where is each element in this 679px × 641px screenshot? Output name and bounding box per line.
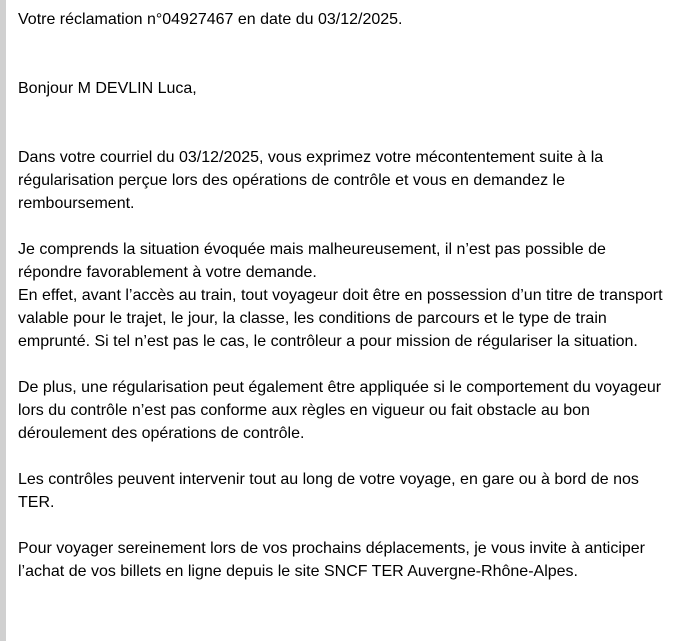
spacer bbox=[18, 215, 674, 238]
paragraph-ticket-rules: En effet, avant l’accès au train, tout voyageur doit être en possession d’un titre de transport valable pour le trajet, le jour, la classe, les conditions de parcours et le type de train emprunté. Si tel n’est pas le cas, le contrôleur a pour mission de régulariser la situation. bbox=[18, 287, 663, 350]
left-border bbox=[0, 0, 6, 641]
spacer bbox=[18, 100, 674, 146]
paragraph-refusal: Je comprends la situation évoquée mais malheureusement, il n’est pas possible de répondre favorablement à votre demande. bbox=[18, 241, 606, 281]
paragraph-complaint-summary: Dans votre courriel du 03/12/2025, vous exprimez votre mécontentement suite à la régularisation perçue lors des opérations de contrôle et vous en demandez le remboursement. bbox=[18, 149, 604, 212]
letter-body bbox=[18, 8, 674, 583]
spacer bbox=[18, 514, 674, 537]
spacer bbox=[18, 353, 674, 376]
paragraph-advice: Pour voyager sereinement lors de vos prochains déplacements, je vous invite à anticiper l’achat de vos billets en ligne depuis le site SNCF TER Auvergne-Rhône-Alpes. bbox=[18, 540, 645, 580]
claim-reference-line: Votre réclamation n°04927467 en date du 03/12/2025. bbox=[18, 11, 403, 28]
greeting-line: Bonjour M DEVLIN Luca, bbox=[18, 80, 197, 97]
spacer bbox=[18, 445, 674, 468]
paragraph-behaviour: De plus, une régularisation peut également être appliquée si le comportement du voyageur lors du contrôle n’est pas conforme aux règles en vigueur ou fait obstacle au bon déroulement des opérations de contrôle. bbox=[18, 379, 662, 442]
paragraph-controls: Les contrôles peuvent intervenir tout au long de votre voyage, en gare ou à bord de nos TER. bbox=[18, 471, 639, 511]
spacer bbox=[18, 31, 674, 77]
